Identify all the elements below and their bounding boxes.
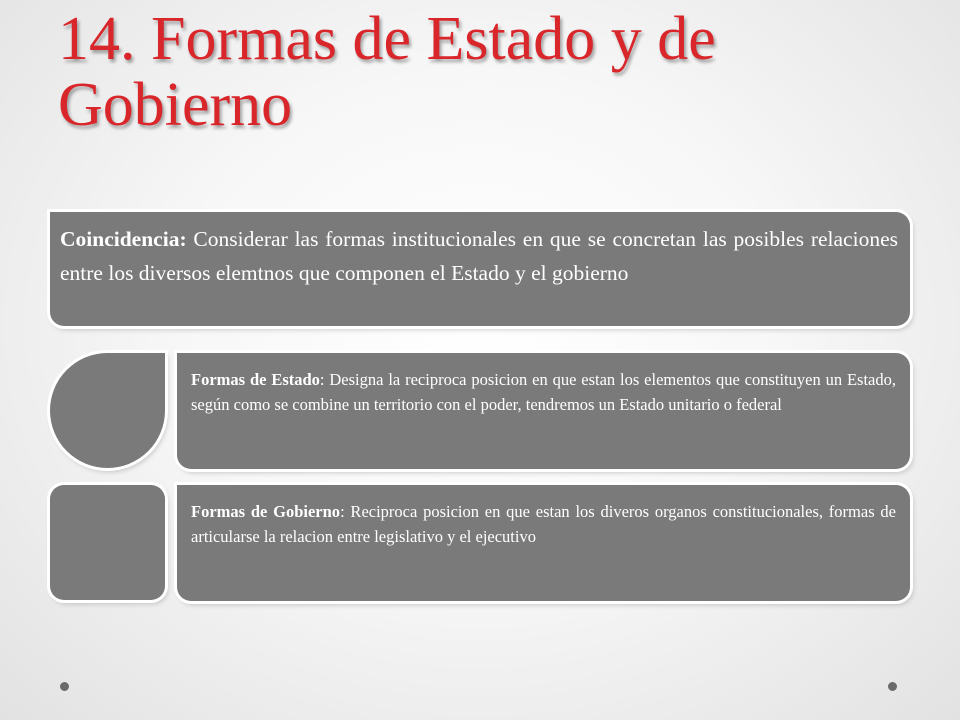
formas-gobierno-box (177, 485, 910, 601)
formas-estado-lead: Formas de Estado (191, 370, 320, 389)
formas-gobierno-lead: Formas de Gobierno (191, 502, 341, 521)
coincidencia-text: Considerar las formas institucionales en que se concretan las posibles relaciones entre los diversos elemtnos que componen el Estado y el gobierno (60, 227, 898, 285)
decorative-dot-left (60, 682, 69, 691)
formas-gobierno-text: : Reciproca posicion en que estan los diveros organos constitucionales, formas de articularse la relacion entre legislativo y el ejecutivo (191, 502, 896, 546)
gobierno-rounded-shape (50, 485, 165, 600)
estado-leaf-shape (50, 353, 165, 468)
formas-estado-box (177, 353, 910, 469)
coincidencia-lead: Coincidencia: (60, 227, 187, 251)
decorative-dot-right (888, 682, 897, 691)
coincidencia-box (50, 212, 910, 326)
slide-title: 14. Formas de Estado y de Gobierno (58, 5, 716, 139)
formas-estado-text: : Designa la reciproca posicion en que estan los elementos que constituyen un Estado, según como se combine un territorio con el poder, tendremos un Estado unitario o federal (191, 370, 896, 414)
